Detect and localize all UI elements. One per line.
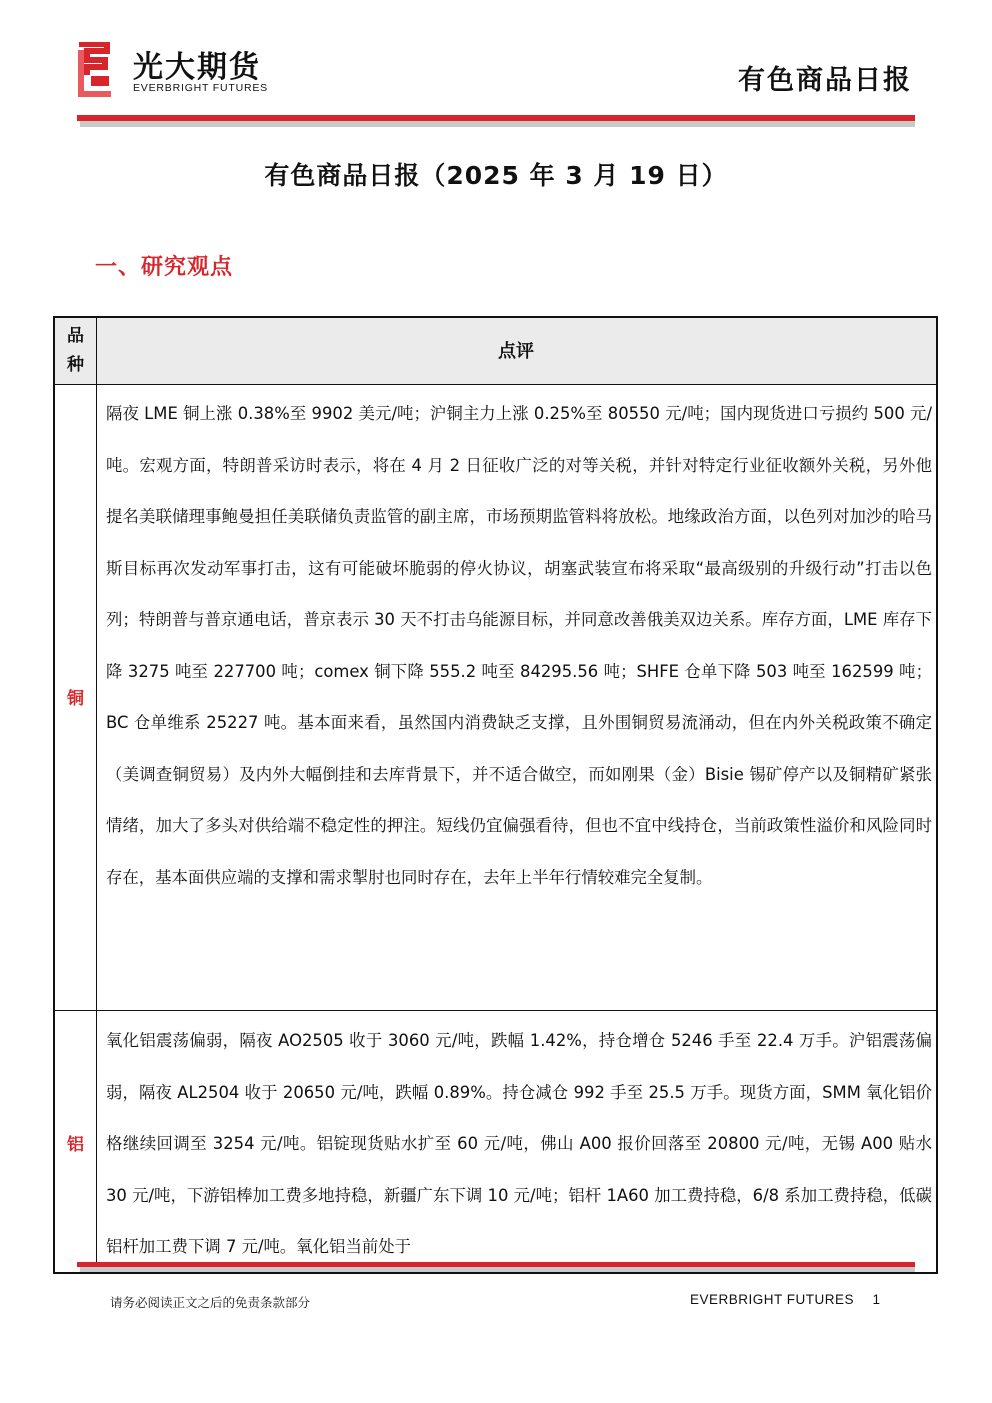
logo-mark-icon — [77, 42, 121, 98]
header-variety — [55, 322, 96, 380]
copper-comment: 隔夜 LME 铜上涨 0.38%至 9902 美元/吨；沪铜主力上涨 0.25%至 80550 元/吨；国内现货进口亏损约 500 元/吨。宏观方面，特朗普采访时表示，将在 4 月 2 日征收广泛的对等关税，并针对特定行业征收额外关税，另外他提名美联储理事鲍曼担任美联储负责监管的副主席，市场预期监管料将放松。地缘政治方面，以色列对加沙的哈马斯目标再次发动军事打击，这有可能破坏脆弱的停火协议，胡塞武装宣布将采取“最高级别的升级行动”打击以色列；特朗普与普京通电话，普京表示 30 天不打击乌能源目标，并同意改善俄美双边关系。库存方面，LME 库存下降 3275 吨至 227700 吨；comex 铜下降 555.2 吨至 84295.56 吨；SHFE 仓单下降 503 吨至 162599 吨；BC 仓单维系 25227 吨。基本面来看，虽然国内消费缺乏支撑，且外围铜贸易流涌动，但在内外关税政策不确定（美调查铜贸易）及内外大幅倒挂和去库背景下，并不适合做空，而如刚果（金）Bisie 锡矿停产以及铜精矿紧张情绪，加大了多头对供给端不稳定性的押注。短线仍宜偏强看待，但也不宜中线持仓，当前政策性溢价和风险同时存在，基本面供应端的支撑和需求掣肘也同时存在，去年上半年行情较难完全复制。 — [106, 404, 932, 887]
aluminium-comment: 氧化铝震荡偏弱，隔夜 AO2505 收于 3060 元/吨，跌幅 1.42%，持仓增仓 5246 手至 22.4 万手。沪铝震荡偏弱，隔夜 AL2504 收于 20650 元/吨，跌幅 0.89%。持仓减仓 992 手至 25.5 万手。现货方面，SMM 氧化铝价格继续回调至 3254 元/吨。铝锭现货贴水扩至 60 元/吨，佛山 A00 报价回落至 20800 元/吨，无锡 A00 贴水 30 元/吨，下游铝棒加工费多地持稳，新疆广东下调 10 元/吨；铝杆 1A60 加工费持稳，6/8 系加工费持稳，低碳铝杆加工费下调 7 元/吨。氧化铝当前处于 — [106, 1031, 932, 1256]
footer-disclaimer: 请务必阅读正文之后的免责条款部分 — [110, 1295, 311, 1310]
column-divider — [96, 318, 97, 1272]
research-table — [53, 316, 938, 1274]
table-header — [55, 318, 936, 385]
header-variety-text: 品种 — [67, 326, 84, 375]
row-divider — [55, 1010, 936, 1011]
logo-text-en: EVERBRIGHT FUTURES — [133, 82, 268, 94]
footer-company-text: EVERBRIGHT FUTURES — [689, 1292, 854, 1307]
section-heading: 一、研究观点 — [95, 255, 234, 280]
variety-copper: 铜 — [67, 689, 84, 709]
company-logo — [77, 42, 297, 98]
document-title: 有色商品日报（2025 年 3 月 19 日） — [264, 161, 728, 190]
logo-text-cn: 光大期货 — [133, 50, 261, 85]
variety-aluminium: 铝 — [67, 1135, 84, 1155]
footer-divider-shadow — [80, 1267, 915, 1272]
page-number: 1 — [872, 1292, 880, 1307]
report-type-label: 有色商品日报 — [738, 65, 912, 96]
footer-company — [690, 1292, 854, 1307]
header-comment: 点评 — [498, 341, 534, 362]
header-divider-shadow — [80, 121, 915, 127]
